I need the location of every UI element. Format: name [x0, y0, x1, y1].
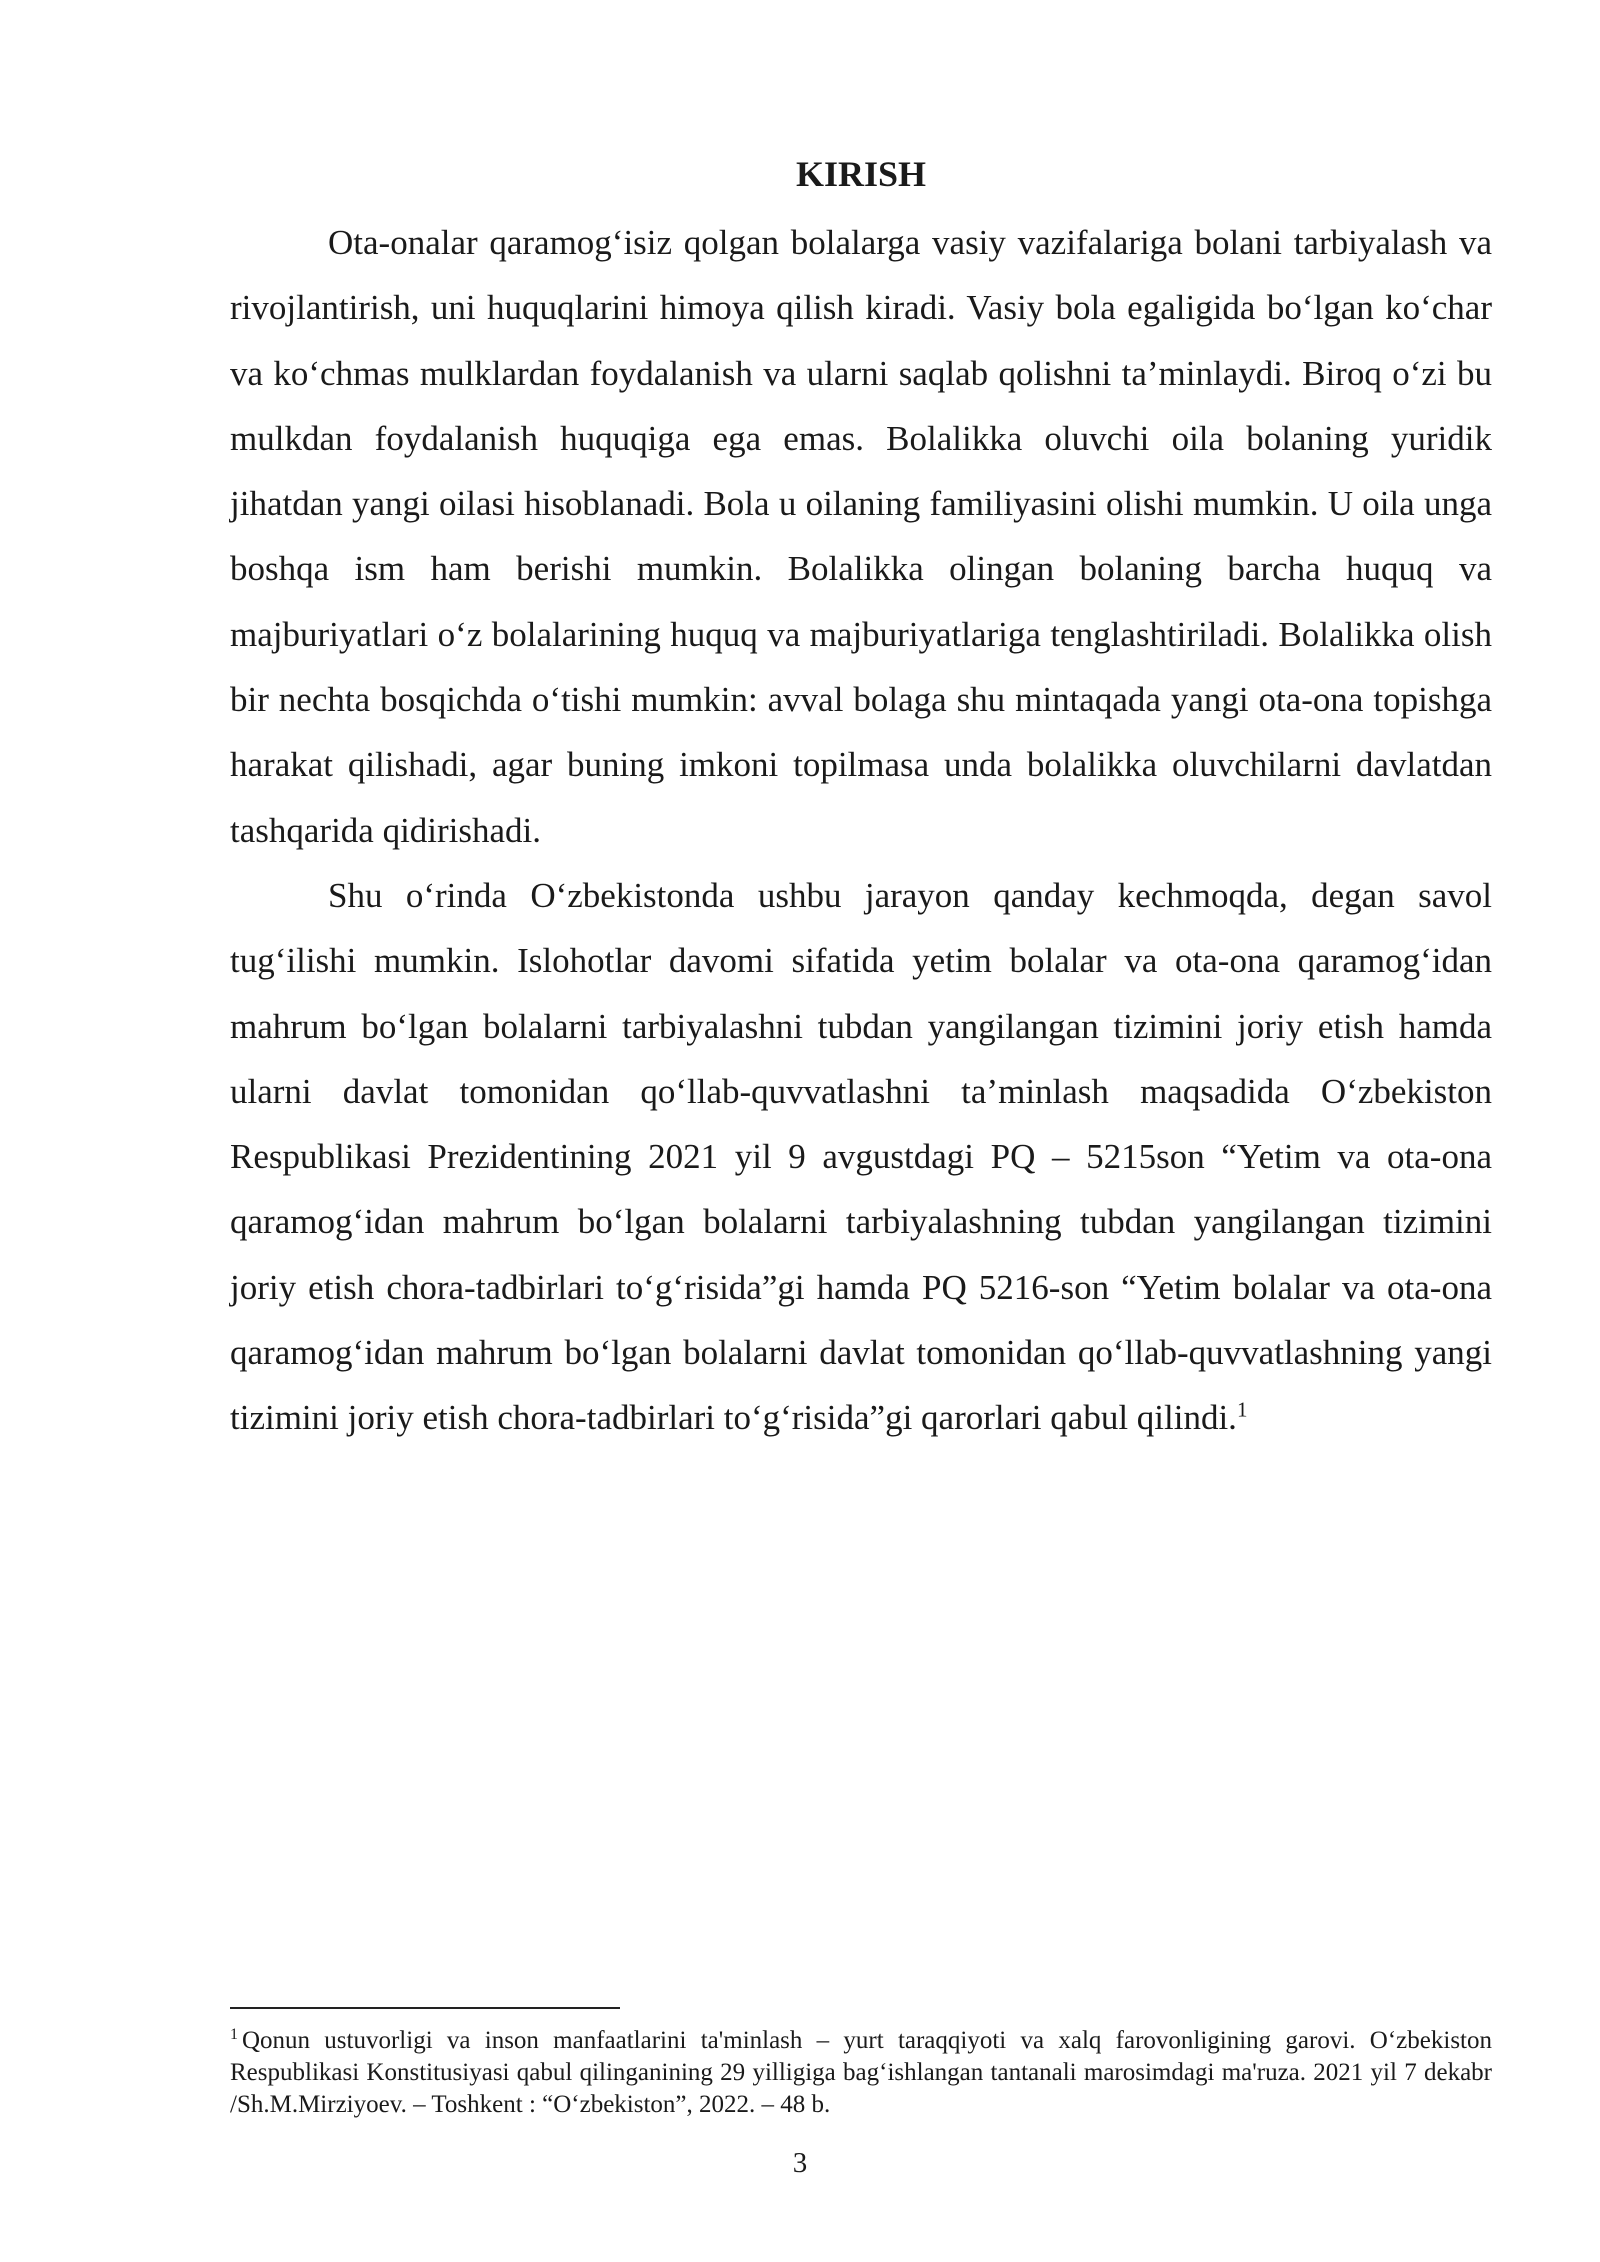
page-number: 3	[792, 2147, 808, 2179]
footnote-separator	[230, 2007, 620, 2009]
paragraph-2	[230, 863, 1492, 1451]
footnote-mark: 1	[230, 2025, 238, 2043]
paragraph-2-text: Shu o‘rinda O‘zbekistonda ushbu jarayon qanday kechmoqda, degan savol tug‘ilishi mumkin. Islohotlar davomi sifatida yetim bolalar va ota-ona qaramog‘idan mahrum bo‘lgan bolalarni tarbiyalashni tubdan yangilangan tizimini joriy etish hamda ularni davlat tomonidan qo‘llab-quvvatlashni ta’minlash maqsadida O‘zbekiston Respublikasi Prezidentining 2021 yil 9 avgustdagi PQ – 5215son “Yetim va ota-ona qaramog‘idan mahrum bo‘lgan bolalarni tarbiyalashning tubdan yangilangan tizimini joriy etish chora-tadbirlari to‘g‘risida”gi hamda PQ 5216-son “Yetim bolalar va ota-ona qaramog‘idan mahrum bo‘lgan bolalarni davlat tomonidan qo‘llab-quvvatlashning yangi tizimini joriy etish chora-tadbirlari to‘g‘risida”gi qarorlari qabul qilindi.	[230, 875, 1492, 1438]
section-heading: KIRISH	[795, 154, 927, 194]
footnote-reference[interactable]: 1	[1236, 1397, 1248, 1422]
paragraph-1-text: Ota-onalar qaramog‘isiz qolgan bolalarga vasiy vazifalariga bolani tarbiyalash va rivojlantirish, uni huquqlarini himoya qilish kiradi. Vasiy bola egaligida bo‘lgan ko‘char va ko‘chmas mulklardan foydalanish va ularni saqlab qolishni ta’minlaydi. Biroq o‘zi bu mulkdan foydalanish huquqiga ega emas. Bolalikka oluvchi oila bolaning yuridik jihatdan yangi oilasi hisoblanadi. Bola u oilaning familiyasini olishi mumkin. U oila unga boshqa ism ham berishi mumkin. Bolalikka olingan bolaning barcha huquq va majburiyatlari o‘z bolalarining huquq va majburiyatlariga tenglashtiriladi. Bolalikka olish bir nechta bosqichda o‘tishi mumkin: avval bolaga shu mintaqada yangi ota-ona topishga harakat qilishadi, agar buning imkoni topilmasa unda bolalikka oluvchilarni davlatdan tashqarida qidirishadi.	[230, 223, 1492, 850]
footnote	[230, 2025, 1492, 2121]
footnote-text: Qonun ustuvorligi va inson manfaatlarini ta'minlash – yurt taraqqiyoti va xalq farovonligining garovi. O‘zbekiston Respublikasi Konstitusiyasi qabul qilinganining 29 yilligiga bag‘ishlangan tantanali marosimdagi ma'ruza. 2021 yil 7 dekabr /Sh.M.Mirziyoev. – Toshkent : “O‘zbekiston”, 2022. – 48 b.	[230, 2027, 1492, 2118]
body-text	[230, 210, 1492, 1451]
paragraph-1	[230, 210, 1492, 863]
